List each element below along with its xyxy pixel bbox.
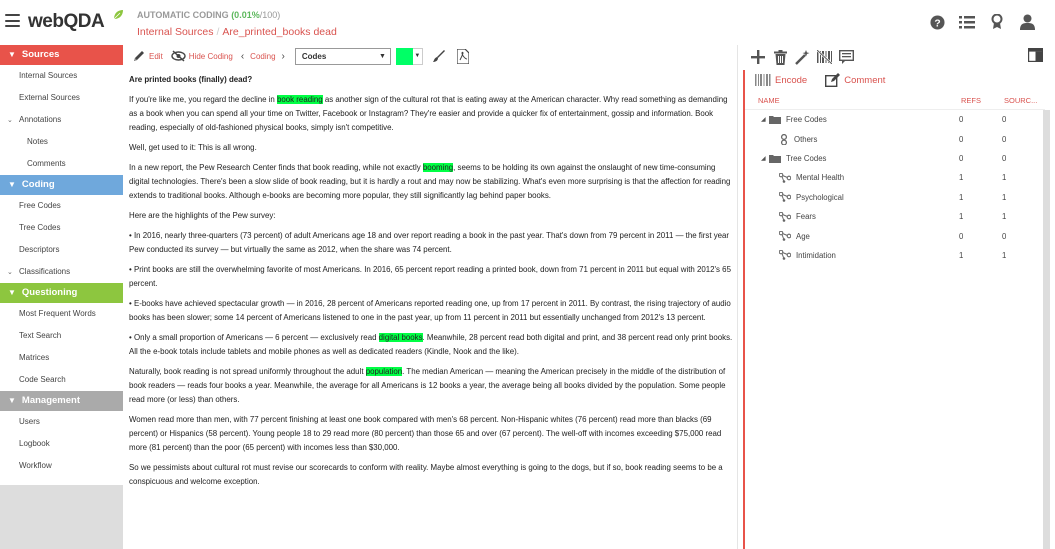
sidebar-item-annotations[interactable] (0, 109, 123, 131)
breadcrumb-root[interactable]: Internal Sources (137, 26, 214, 38)
code-name: Psychological (796, 192, 844, 202)
comment-button[interactable] (825, 73, 885, 87)
document-paragraph: Here are the highlights of the Pew survey: (129, 211, 276, 220)
edit-label: Edit (149, 51, 163, 61)
code-refs: 1 (959, 212, 964, 222)
chevron-down-icon: ▼ (8, 50, 16, 59)
document-paragraph (129, 331, 735, 359)
document-title: Are printed books (finally) dead? (129, 75, 253, 84)
sidebar-item-tree-codes[interactable]: Tree Codes (19, 223, 61, 232)
document-paragraph: • E-books have achieved spectacular growth — in 2016, 28 percent of Americans reported reading one, up from 17 percent in 2011. By contrast, the rising trajectory of audio books has been slower; some 14 percent of Americans listened to one in the past year, up from 11 percent in 2011 but essentially unchanged from 2012's 13 percent. (129, 299, 731, 322)
sidebar-item-label: Annotations (19, 115, 62, 124)
folder-icon (769, 154, 781, 163)
code-name: Fears (796, 212, 816, 222)
user-icon[interactable] (1019, 14, 1035, 30)
code-row[interactable] (745, 110, 1045, 129)
hide-coding-label: Hide Coding (188, 51, 233, 61)
code-sources: 0 (1002, 134, 1007, 144)
pencil-icon (132, 49, 146, 63)
sidebar-item-code-search[interactable]: Code Search (19, 375, 66, 384)
pdf-icon[interactable] (455, 48, 471, 64)
sidebar-item-free-codes[interactable]: Free Codes (19, 201, 61, 210)
chevron-down-icon: ⌄ (7, 117, 13, 124)
column-refs[interactable]: REFS (961, 96, 982, 105)
document-paragraph: Women read more than men, with 77 percent finishing at least one book compared with men's 68 percent. Non-Hispanic whites (76 percent) read more than blacks (69 percent) or Hispanics (58 percent). Young people 18 to 29 read more (80 percent) than those 65 and over (67 percent). The well-off with incomes exceeding $75,000 read more (81 percent) than the poor (65 percent) with incomes less than $30,000. (129, 415, 722, 452)
svg-text:?: ? (933, 17, 941, 29)
code-row[interactable] (745, 226, 1045, 245)
code-sources: 1 (1002, 250, 1007, 260)
coding-label: Coding (250, 51, 276, 61)
sidebar-item-classifications[interactable] (0, 261, 123, 283)
app-logo[interactable] (28, 11, 104, 33)
code-name: Free Codes (786, 115, 827, 125)
code-row[interactable] (745, 246, 1045, 265)
caret-down-icon[interactable]: ◢ (761, 117, 766, 124)
codes-actions (755, 73, 885, 87)
document-paragraph (129, 161, 735, 203)
code-row[interactable] (745, 149, 1045, 168)
section-label: Questioning (21, 287, 78, 298)
text-segment: In a new report, the Pew Research Center finds that book reading, while not exactly (129, 163, 423, 172)
sidebar-item-text-search[interactable]: Text Search (19, 331, 62, 340)
list-icon[interactable] (959, 14, 975, 30)
breadcrumb-document: Are_printed_books dead (222, 26, 337, 38)
chevron-down-icon: ▼ (8, 396, 16, 405)
breadcrumb-separator: / (216, 26, 220, 38)
trash-icon[interactable] (772, 49, 788, 65)
coded-highlight[interactable]: digital books (378, 333, 423, 342)
chevron-down-icon: ▼ (8, 288, 16, 297)
text-segment: as another sign of the cultural rot that is eating away at the American character. Why read something as demanding as a book when you can spend all your time on Twitter, Facebook or Instagram? They're easier and provide a quicker fix of entertainment, gossip and information. Book reading, especially of old-fashioned physical books, simply isn't competitive. (129, 95, 728, 132)
code-node-icon (780, 134, 788, 145)
encode-button[interactable] (755, 74, 807, 86)
text-segment: . Meanwhile, 28 percent read both digital and print, and 38 percent read only print books. All the e-book totals include tablets and mobile phones as well as dedicated readers (Kindle, Nook and the like). (129, 333, 733, 356)
codes-panel (743, 70, 1055, 549)
sidebar-item-workflow[interactable]: Workflow (19, 461, 52, 470)
folder-icon (769, 115, 781, 124)
user-badge-icon[interactable] (989, 14, 1005, 30)
code-refs: 1 (959, 192, 964, 202)
codes-scrollbar[interactable] (1043, 110, 1050, 549)
chevron-down-icon: ▼ (8, 180, 16, 189)
text-segment: , seems to be holding its own against the onslaught of new time-consuming digital technologies. There's been a slow slide of book reading, but it is hardly a rout and may now be stabilizing. What's even more surprising is that the affection for reading extends to traditional books. Although e-books are becoming more popular, they still significantly lag behind paper books. (129, 163, 731, 200)
document-body (129, 73, 735, 495)
code-row[interactable] (745, 188, 1045, 207)
section-label: Coding (21, 179, 55, 190)
barcode-slash-icon[interactable] (816, 49, 832, 65)
code-refs: 1 (959, 250, 964, 260)
coding-mode: AUTOMATIC CODING (137, 10, 229, 20)
coded-highlight[interactable]: population (365, 367, 403, 376)
sidebar-item-descriptors[interactable]: Descriptors (19, 245, 60, 254)
document-paragraph (129, 93, 735, 135)
document-paragraph: Well, get used to it: This is all wrong. (129, 143, 257, 152)
coding-total: /100) (259, 10, 281, 20)
hide-coding-button[interactable] (171, 50, 233, 62)
column-sources[interactable]: SOURC... (1004, 96, 1038, 105)
sidebar-item-notes[interactable]: Notes (27, 137, 48, 146)
sidebar-section-management[interactable] (0, 391, 123, 411)
document-paragraph (129, 365, 735, 407)
tree-node-icon (779, 212, 791, 222)
code-name: Age (796, 231, 810, 241)
tree-node-icon (779, 231, 791, 241)
leaf-icon (112, 9, 124, 21)
code-refs: 0 (959, 231, 964, 241)
sidebar-item-label: Classifications (19, 267, 71, 276)
document-paragraph: • Print books are still the overwhelming favorite of most Americans. In 2016, 65 percent report reading a printed book, down from 71 percent in 2011 but equal with 2012's 65 percent. (129, 265, 731, 288)
sidebar (0, 45, 123, 549)
code-sources: 0 (1002, 153, 1007, 163)
logo-prefix: web (28, 11, 64, 32)
column-name[interactable]: NAME (758, 96, 780, 105)
sidebar-item-logbook[interactable]: Logbook (19, 439, 50, 448)
sidebar-section-coding[interactable] (0, 175, 123, 195)
document-paragraph: So we pessimists about cultural rot must revise our scorecards to conform with reality. Maybe almost everything is going to the dogs, but if so, book reading seems to be a conspicuous and welcome exception. (129, 463, 723, 486)
section-label: Sources (21, 49, 60, 60)
code-sources: 1 (1002, 212, 1007, 222)
text-segment: . The median American — meaning the American precisely in the middle of the distribution of book readers — reads four books a year. Meanwhile, the average for all Americans is 12 books a year, the average being all books divided by the population. Some people read more (or less) than others. (129, 367, 726, 404)
breadcrumb (137, 26, 337, 38)
text-segment: If you're like me, you regard the decline in (129, 95, 277, 104)
code-row[interactable] (745, 207, 1045, 226)
add-icon[interactable] (750, 49, 766, 65)
eye-slash-icon (171, 50, 186, 62)
code-refs: 0 (959, 134, 964, 144)
comment-label: Comment (844, 74, 886, 86)
chevron-down-icon: ▼ (378, 52, 386, 60)
highlight-color-swatch[interactable] (396, 48, 413, 65)
magic-wand-icon[interactable] (794, 49, 810, 65)
edit-button[interactable] (132, 49, 163, 63)
coded-highlight[interactable]: booming (422, 163, 454, 172)
sidebar-section-sources[interactable] (0, 45, 123, 65)
code-refs: 1 (959, 173, 964, 183)
header-icons (929, 14, 1035, 30)
coding-nav[interactable] (241, 51, 285, 62)
help-icon[interactable] (929, 14, 945, 30)
sidebar-item-comments[interactable]: Comments (27, 159, 66, 168)
code-name: Tree Codes (786, 153, 827, 163)
sidebar-item-matrices[interactable]: Matrices (19, 353, 50, 362)
tree-node-icon (779, 250, 791, 260)
code-name: Intimidation (796, 250, 836, 260)
sidebar-item-internal-sources[interactable]: Internal Sources (19, 71, 78, 80)
sidebar-empty-area (0, 485, 123, 549)
comment-icon[interactable] (838, 49, 854, 65)
tree-node-icon (779, 192, 791, 202)
panel-divider[interactable] (737, 45, 738, 549)
code-sources: 1 (1002, 192, 1007, 202)
codes-table (745, 96, 1045, 265)
sidebar-item-users[interactable]: Users (19, 417, 40, 426)
color-dropdown-icon[interactable]: ▼ (413, 48, 423, 65)
chevron-right-icon[interactable]: › (281, 50, 285, 62)
barcode-icon (755, 74, 771, 86)
chevron-down-icon: ⌄ (7, 269, 13, 276)
codes-toolbar (750, 47, 1050, 67)
app-header (0, 0, 1055, 44)
code-refs: 0 (959, 115, 964, 125)
code-name: Others (794, 134, 818, 144)
select-value: Codes (301, 51, 327, 61)
code-sources: 0 (1002, 231, 1007, 241)
code-sources: 1 (1002, 173, 1007, 183)
code-row[interactable] (745, 168, 1045, 187)
sidebar-section-questioning[interactable] (0, 283, 123, 303)
code-name: Mental Health (796, 173, 845, 183)
panel-layout-icon[interactable] (1028, 48, 1043, 62)
edit-note-icon (825, 73, 840, 87)
text-segment: Naturally, book reading is not spread uniformly throughout the adult (129, 367, 366, 376)
code-type-select[interactable] (295, 48, 391, 65)
caret-down-icon[interactable]: ◢ (761, 155, 766, 162)
code-sources: 0 (1002, 115, 1007, 125)
codes-table-header (745, 96, 1045, 110)
chevron-left-icon[interactable]: ‹ (240, 50, 245, 62)
coded-highlight[interactable]: book reading (277, 95, 323, 104)
tree-node-icon (779, 173, 791, 183)
sidebar-item-external-sources[interactable]: External Sources (19, 93, 80, 102)
document-toolbar (124, 45, 738, 67)
code-row[interactable] (745, 129, 1045, 148)
document-paragraph: • In 2016, nearly three-quarters (73 percent) of adult Americans age 18 and over report reading a book in the past year. That's down from 79 percent in 2011 — the first year Pew conducted its survey — but virtually the same as 2012, when the share was 74 percent. (129, 231, 730, 254)
coding-percent: (0.01% (231, 10, 260, 20)
code-refs: 0 (959, 153, 964, 163)
logo-suffix: QDA (63, 11, 105, 32)
coding-status (137, 10, 280, 20)
sidebar-item-most-frequent-words[interactable]: Most Frequent Words (19, 309, 96, 318)
menu-icon[interactable] (5, 14, 20, 27)
brush-icon[interactable] (431, 48, 447, 64)
encode-label: Encode (775, 74, 808, 86)
text-segment: • Only a small proportion of Americans — 6 percent — exclusively read (129, 333, 379, 342)
section-label: Management (21, 395, 80, 406)
